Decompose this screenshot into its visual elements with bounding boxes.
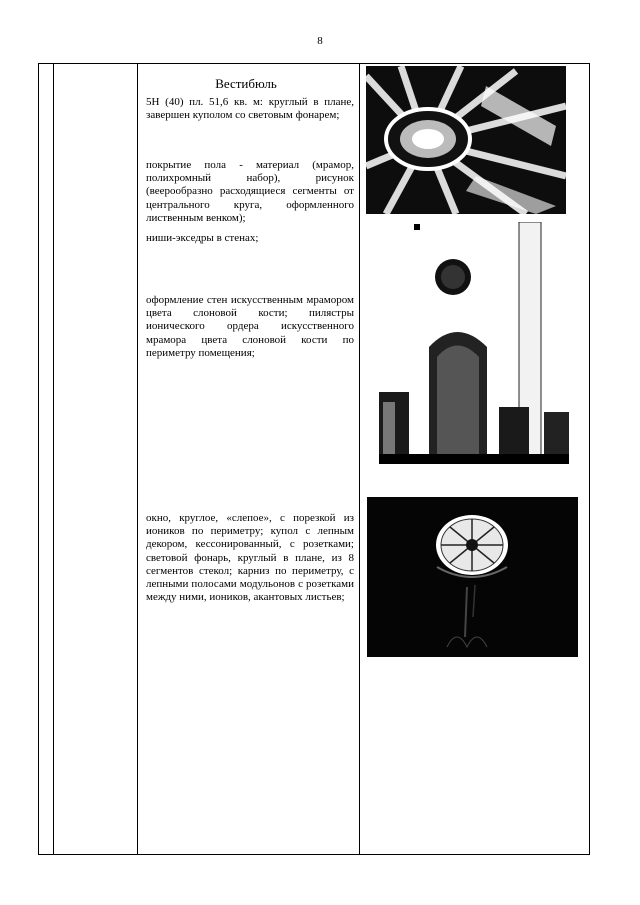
description-column xyxy=(141,64,361,854)
paragraph-room-info: 5Н (40) пл. 51,6 кв. м: круглый в плане, завершен куполом со световым фонарем; xyxy=(146,96,354,122)
description-table xyxy=(38,63,590,855)
paragraph-floor: покрытие пола - материал (мрамор, полихромный набор), рисунок (веерообразно расходящиеся сегменты от центрального круга, оформленного лиственным венком); xyxy=(146,159,354,224)
paragraph-dome: окно, круглое, «слепое», с порезкой из иоников по периметру; купол с лепным декором, кессонированный, с розетками; световой фонарь, круглый в плане, из 8 сегментов стекол; карниз по периметру, с лепными полосами модульонов с розетками между ними, иоников, акантовых листьев; xyxy=(146,512,354,604)
photos-column xyxy=(361,64,589,854)
column-divider xyxy=(137,64,138,854)
page-number: 8 xyxy=(317,35,323,47)
floor-mosaic-photo-icon xyxy=(366,66,566,214)
wall-niche-photo-icon xyxy=(379,222,569,464)
paragraph-walls: оформление стен искусственным мрамором цвета слоновой кости; пилястры ионического ордера искусственного мрамора цвета слоновой кости по периметру помещения; xyxy=(146,294,354,359)
column-divider xyxy=(53,64,54,854)
paragraph-niches: ниши-экседры в стенах; xyxy=(146,232,259,244)
skylight-dome-photo-icon xyxy=(367,497,578,657)
section-title: Вестибюль xyxy=(215,76,277,91)
